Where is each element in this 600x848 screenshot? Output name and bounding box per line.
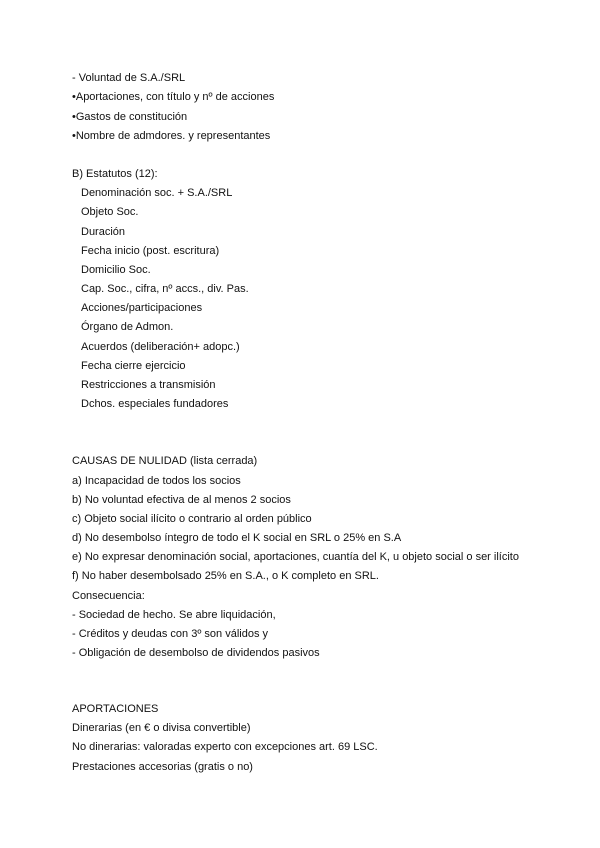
estatutos-item: Acuerdos (deliberación+ adopc.) [81,341,240,353]
estatutos-item: Dchos. especiales fundadores [81,398,229,410]
consecuencia-item: - Sociedad de hecho. Se abre liquidación, [72,609,276,621]
nulidad-cause: b) No voluntad efectiva de al menos 2 socios [72,494,291,506]
estatutos-item: Cap. Soc., cifra, nº accs., div. Pas. [81,283,249,295]
estatutos-item: Domicilio Soc. [81,264,151,276]
estatutos-item: Duración [81,226,126,238]
aportaciones-line: Dinerarias (en € o divisa convertible) [72,722,251,734]
nulidad-cause: a) Incapacidad de todos los socios [72,475,241,487]
aportaciones-heading: APORTACIONES [72,703,159,715]
estatutos-item: Acciones/participaciones [81,302,203,314]
intro-line-gastos: •Gastos de constitución [72,111,188,123]
estatutos-item: Denominación soc. + S.A./SRL [81,187,233,199]
intro-line-nombre: •Nombre de admdores. y representantes [72,130,271,142]
consecuencia-heading: Consecuencia: [72,590,145,602]
consecuencia-item: - Obligación de desembolso de dividendos pasivos [72,647,320,659]
aportaciones-line: Prestaciones accesorias (gratis o no) [72,761,253,773]
nulidad-cause: c) Objeto social ilícito o contrario al orden público [72,513,312,525]
nulidad-cause: f) No haber desembolsado 25% en S.A., o K completo en SRL. [72,570,379,582]
estatutos-item: Restricciones a transmisión [81,379,216,391]
nulidad-cause: e) No expresar denominación social, aportaciones, cuantía del K, u objeto social o ser ilícito [72,551,519,563]
intro-line-aportaciones: •Aportaciones, con título y nº de acciones [72,91,275,103]
nulidad-heading: CAUSAS DE NULIDAD (lista cerrada) [72,455,258,467]
intro-line-voluntad: - Voluntad de S.A./SRL [72,72,186,84]
nulidad-cause: d) No desembolso íntegro de todo el K social en SRL o 25% en S.A [72,532,402,544]
consecuencia-item: - Créditos y deudas con 3º son válidos y [72,628,269,640]
estatutos-item: Fecha inicio (post. escritura) [81,245,220,257]
estatutos-item: Órgano de Admon. [81,321,174,333]
estatutos-heading: B) Estatutos (12): [72,168,158,180]
estatutos-item: Objeto Soc. [81,206,139,218]
aportaciones-line: No dinerarias: valoradas experto con excepciones art. 69 LSC. [72,741,378,753]
estatutos-item: Fecha cierre ejercicio [81,360,186,372]
